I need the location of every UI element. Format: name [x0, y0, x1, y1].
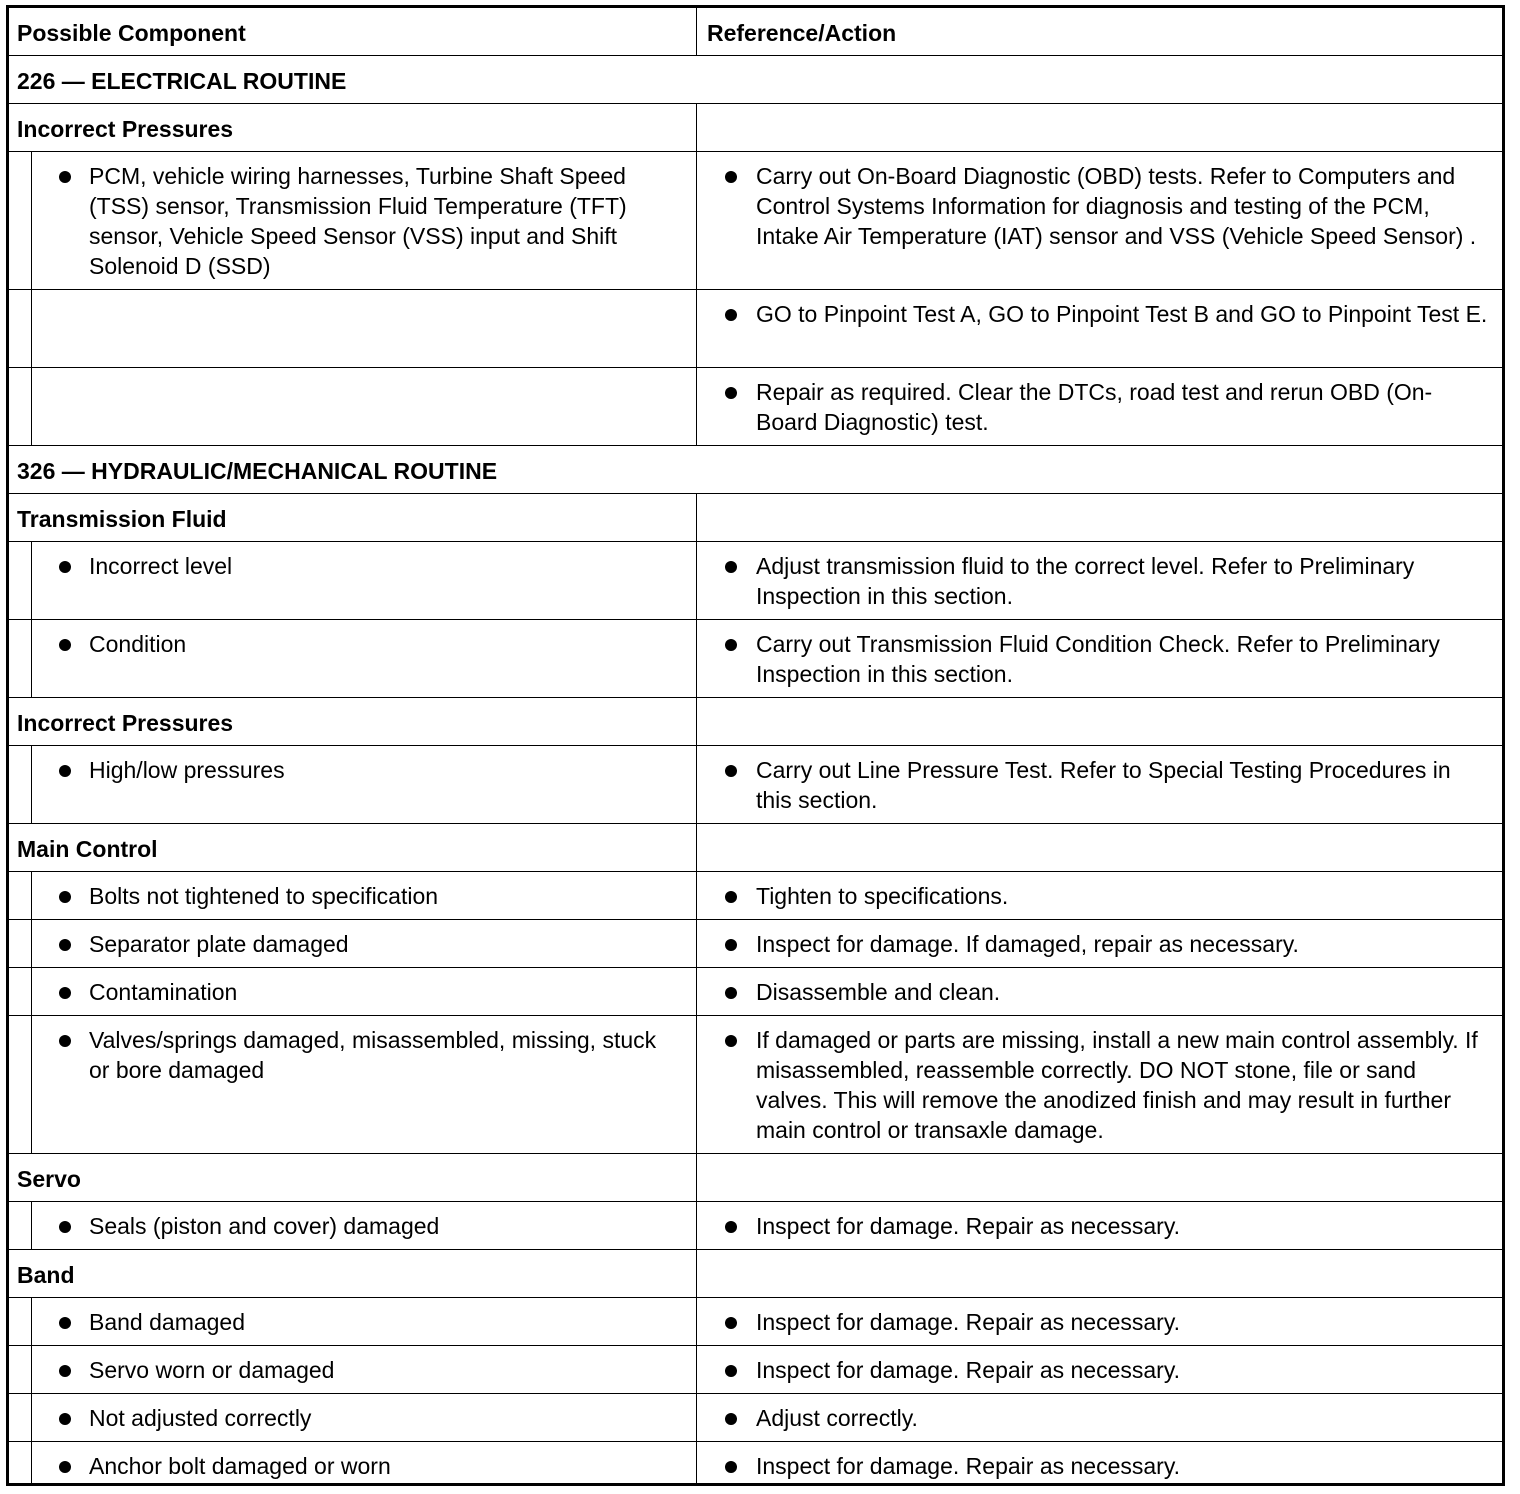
action-text: Inspect for damage. Repair as necessary.	[756, 1453, 1181, 1479]
group-title: Incorrect Pressures	[17, 116, 234, 142]
bullet-icon	[59, 171, 71, 183]
bullet-icon	[725, 309, 737, 321]
group-row	[9, 824, 1502, 872]
bullet-icon	[59, 987, 71, 999]
component-text: Bolts not tightened to specification	[89, 883, 439, 909]
table-header	[9, 8, 1502, 56]
bullet-icon	[725, 1365, 737, 1377]
section-title-electrical	[9, 56, 1502, 104]
component-text: Servo worn or damaged	[89, 1357, 335, 1383]
group-row	[9, 104, 1502, 152]
action-text: Inspect for damage. Repair as necessary.	[756, 1213, 1181, 1239]
bullet-icon	[725, 1461, 737, 1473]
action-text: Carry out Transmission Fluid Condition Check. Refer to Preliminary Inspection in this section.	[756, 631, 1440, 687]
table-row	[9, 1298, 1502, 1346]
action-text: GO to Pinpoint Test A, GO to Pinpoint Test B and GO to Pinpoint Test E.	[756, 301, 1488, 327]
action-text: Adjust correctly.	[756, 1405, 918, 1431]
component-text: Seals (piston and cover) damaged	[89, 1213, 440, 1239]
table-row	[9, 1202, 1502, 1250]
bullet-icon	[725, 1221, 737, 1233]
table-row	[9, 1442, 1502, 1483]
component-text: Contamination	[89, 979, 238, 1005]
bullet-icon	[59, 561, 71, 573]
bullet-icon	[725, 171, 737, 183]
component-text: PCM, vehicle wiring harnesses, Turbine Shaft Speed (TSS) sensor, Transmission Fluid Temperature (TFT) sensor, Vehicle Speed Sensor (VSS) input and Shift Solenoid D (SSD)	[89, 163, 627, 279]
group-row	[9, 1154, 1502, 1202]
bullet-icon	[59, 639, 71, 651]
bullet-icon	[725, 939, 737, 951]
action-text: Inspect for damage. If damaged, repair as necessary.	[756, 931, 1299, 957]
action-text: Disassemble and clean.	[756, 979, 1001, 1005]
component-text: Incorrect level	[89, 553, 233, 579]
group-title: Transmission Fluid	[17, 506, 227, 532]
action-text: Repair as required. Clear the DTCs, road test and rerun OBD (On-Board Diagnostic) test.	[756, 379, 1433, 435]
group-row	[9, 1250, 1502, 1298]
bullet-icon	[59, 939, 71, 951]
bullet-icon	[59, 1317, 71, 1329]
component-text: Valves/springs damaged, misassembled, missing, stuck or bore damaged	[89, 1027, 657, 1083]
table-row	[9, 1346, 1502, 1394]
table-row	[9, 1016, 1502, 1154]
group-title: Band	[17, 1262, 75, 1288]
bullet-icon	[59, 1413, 71, 1425]
section-title: 226 — ELECTRICAL ROUTINE	[17, 68, 347, 94]
component-text: Not adjusted correctly	[89, 1405, 312, 1431]
bullet-icon	[725, 891, 737, 903]
bullet-icon	[725, 1317, 737, 1329]
action-text: Carry out Line Pressure Test. Refer to Special Testing Procedures in this section.	[756, 757, 1451, 813]
bullet-icon	[59, 1365, 71, 1377]
action-text: Carry out On-Board Diagnostic (OBD) tests. Refer to Computers and Control Systems Information for diagnosis and testing of the PCM, Intake Air Temperature (IAT) sensor and VSS (Vehicle Speed Sensor) .	[756, 163, 1477, 249]
bullet-icon	[725, 987, 737, 999]
table-row	[9, 746, 1502, 824]
table-row	[9, 920, 1502, 968]
section-title-hydraulic	[9, 446, 1502, 494]
component-text: Anchor bolt damaged or worn	[89, 1453, 391, 1479]
component-text: High/low pressures	[89, 757, 285, 783]
action-text: Tighten to specifications.	[756, 883, 1009, 909]
table-row	[9, 290, 1502, 368]
bullet-icon	[59, 765, 71, 777]
group-row	[9, 494, 1502, 542]
group-row	[9, 698, 1502, 746]
action-text: Inspect for damage. Repair as necessary.	[756, 1309, 1181, 1335]
bullet-icon	[725, 1035, 737, 1047]
bullet-icon	[59, 891, 71, 903]
bullet-icon	[725, 639, 737, 651]
bullet-icon	[725, 1413, 737, 1425]
table-row	[9, 542, 1502, 620]
table-row	[9, 968, 1502, 1016]
group-title: Incorrect Pressures	[17, 710, 234, 736]
action-text: Inspect for damage. Repair as necessary.	[756, 1357, 1181, 1383]
bullet-icon	[59, 1035, 71, 1047]
bullet-icon	[59, 1221, 71, 1233]
action-text: Adjust transmission fluid to the correct level. Refer to Preliminary Inspection in this section.	[756, 553, 1415, 609]
component-text: Separator plate damaged	[89, 931, 349, 957]
table-row	[9, 368, 1502, 446]
section-title: 326 — HYDRAULIC/MECHANICAL ROUTINE	[17, 458, 498, 484]
table-row	[9, 152, 1502, 290]
bullet-icon	[59, 1461, 71, 1473]
bullet-icon	[725, 561, 737, 573]
col-header-component: Possible Component	[17, 20, 246, 46]
bullet-icon	[725, 387, 737, 399]
col-header-action: Reference/Action	[707, 20, 897, 46]
group-title: Main Control	[17, 836, 158, 862]
table-row	[9, 620, 1502, 698]
bullet-icon	[725, 765, 737, 777]
table-row	[9, 872, 1502, 920]
group-title: Servo	[17, 1166, 81, 1192]
component-text: Band damaged	[89, 1309, 246, 1335]
diagnosis-table	[6, 5, 1505, 1486]
action-text: If damaged or parts are missing, install a new main control assembly. If misassembled, reassemble correctly. DO NOT stone, file or sand valves. This will remove the anodized finish and may result in further main control or transaxle damage.	[756, 1027, 1478, 1143]
table-row	[9, 1394, 1502, 1442]
component-text: Condition	[89, 631, 187, 657]
